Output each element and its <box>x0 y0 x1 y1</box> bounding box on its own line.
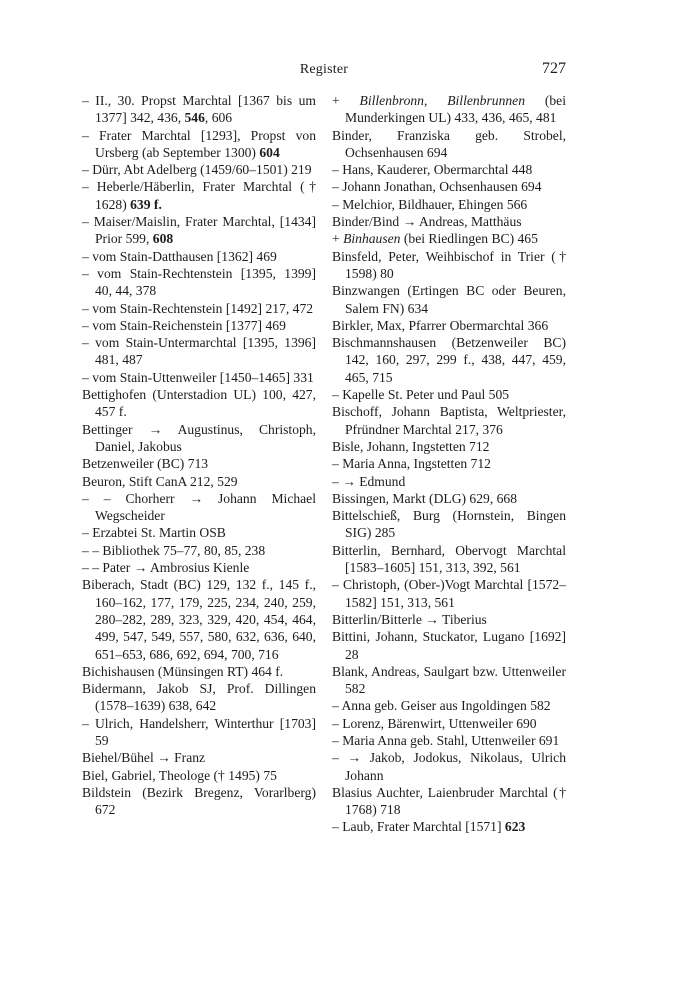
index-entry: – vom Stain-Reichenstein [1377] 469 <box>82 317 286 333</box>
index-entry: Binzwangen (Ertingen BC oder Beuren, Salem FN) 634 <box>332 283 566 316</box>
index-entry: – Maria Anna, Ingstetten 712 <box>332 456 491 472</box>
page-number: 727 <box>542 60 566 77</box>
index-entry: Binder, Franziska geb. Strobel, Ochsenhausen 694 <box>332 127 566 160</box>
index-entry: Bissingen, Markt (DLG) 629, 668 <box>332 490 518 506</box>
index-entry: Bischmannshausen (Betzenweiler BC) 142, 160, 297, 299 f., 438, 447, 459, 465, 715 <box>332 335 566 385</box>
index-entry: – Johann Jonathan, Ochsenhausen 694 <box>332 179 542 195</box>
index-entry: – Ulrich, Handelsherr, Winterthur [1703] 59 <box>82 715 316 748</box>
index-entry: Bichishausen (Münsingen RT) 464 f. <box>82 663 284 679</box>
index-entry: Beuron, Stift CanA 212, 529 <box>82 473 238 489</box>
index-entry: Binsfeld, Peter, Weihbischof in Trier († 1598) 80 <box>332 248 566 281</box>
index-entry: + Binhausen (bei Riedlingen BC) 465 <box>332 231 538 247</box>
index-column-left <box>82 92 316 818</box>
index-entry: Betzenweiler (BC) 713 <box>82 456 209 472</box>
index-entry: – vom Stain-Uttenweiler [1450–1465] 331 <box>82 369 314 385</box>
index-entry: Bisle, Johann, Ingstetten 712 <box>332 438 490 454</box>
index-entry: Biel, Gabriel, Theologe († 1495) 75 <box>82 767 277 783</box>
index-entry: – Heberle/Häberlin, Frater Marchtal († 1628) 639 f. <box>82 179 316 212</box>
index-entry: – Christoph, (Ober-)Vogt Marchtal [1572–1582] 151, 313, 561 <box>332 577 566 610</box>
index-entry: Bitterlin/Bitterle → Tiberius <box>332 611 487 627</box>
index-entry: – Melchior, Bildhauer, Ehingen 566 <box>332 196 528 212</box>
index-entry: Bidermann, Jakob SJ, Prof. Dillingen (1578–1639) 638, 642 <box>82 681 316 714</box>
index-entry: Bittelschieß, Burg (Hornstein, Bingen SIG) 285 <box>332 508 566 541</box>
index-column-right <box>332 92 566 836</box>
index-entry: – Maria Anna geb. Stahl, Uttenweiler 691 <box>332 732 560 748</box>
index-entry: Biehel/Bühel → Franz <box>82 750 206 766</box>
index-entry: – Erzabtei St. Martin OSB <box>82 525 226 541</box>
index-entry: – → Jakob, Jodokus, Nikolaus, Ulrich Johann <box>332 750 566 783</box>
index-entry: – Dürr, Abt Adelberg (1459/60–1501) 219 <box>82 162 312 178</box>
index-entry: – vom Stain-Rechtenstein [1492] 217, 472 <box>82 300 314 316</box>
index-entry: Blank, Andreas, Saulgart bzw. Uttenweiler 582 <box>332 663 566 697</box>
page-header-title: Register <box>299 62 349 77</box>
index-entry: – Frater Marchtal [1293], Propst von Ursberg (ab September 1300) 604 <box>82 127 316 160</box>
index-entry: – Hans, Kauderer, Obermarchtal 448 <box>332 162 533 178</box>
index-entry: – Maiser/Maislin, Frater Marchtal, [1434] Prior 599, 608 <box>82 214 316 247</box>
index-entry: Biberach, Stadt (BC) 129, 132 f., 145 f., 160–162, 177, 179, 225, 234, 240, 259, 280–282, 289, 323, 329, 420, 454, 464, 499, 547, 549, 557, 580, 632, 636, 640, 651–653, 686, 692, 694, 700, 716 <box>82 577 316 662</box>
index-entry: – vom Stain-Untermarchtal [1395, 1396] 481, 487 <box>82 335 316 368</box>
index-entry: – vom Stain-Datthausen [1362] 469 <box>82 248 277 264</box>
index-entry: Bettinger → Augustinus, Christoph, Daniel, Jakobus <box>82 421 316 454</box>
index-entry: Bildstein (Bezirk Bregenz, Vorarlberg) 672 <box>82 784 316 818</box>
index-entry: Binder/Bind → Andreas, Matthäus <box>332 214 522 230</box>
index-entry: Bittini, Johann, Stuckator, Lugano [1692] 28 <box>332 629 566 662</box>
index-entry: – → Edmund <box>332 473 406 489</box>
index-entry: – – Bibliothek 75–77, 80, 85, 238 <box>82 542 266 558</box>
index-entry: Birkler, Max, Pfarrer Obermarchtal 366 <box>332 317 549 333</box>
index-entry: Bettighofen (Unterstadion UL) 100, 427, 457 f. <box>82 387 316 420</box>
index-entry: Bitterlin, Bernhard, Obervogt Marchtal [1583–1605] 151, 313, 392, 561 <box>332 542 566 576</box>
index-entry: – vom Stain-Rechtenstein [1395, 1399] 40, 44, 378 <box>82 265 316 299</box>
index-entry: – – Chorherr → Johann Michael Wegscheider <box>82 490 316 524</box>
index-entry: – Kapelle St. Peter und Paul 505 <box>332 387 510 403</box>
index-entry: + Billenbronn, Billenbrunnen (bei Munderkingen UL) 433, 436, 465, 481 <box>332 93 566 126</box>
index-entry: – Lorenz, Bärenwirt, Uttenweiler 690 <box>332 715 537 731</box>
index-entry: – – Pater → Ambrosius Kienle <box>82 560 250 576</box>
index-entry: – II., 30. Propst Marchtal [1367 bis um 1377] 342, 436, 546, 606 <box>82 93 316 126</box>
index-entry: – Laub, Frater Marchtal [1571] 623 <box>332 819 526 835</box>
index-entry: – Anna geb. Geiser aus Ingoldingen 582 <box>332 698 551 714</box>
index-entry: Bischoff, Johann Baptista, Weltpriester, Pfründner Marchtal 217, 376 <box>332 404 566 437</box>
index-entry: Blasius Auchter, Laienbruder Marchtal († 1768) 718 <box>332 784 566 818</box>
